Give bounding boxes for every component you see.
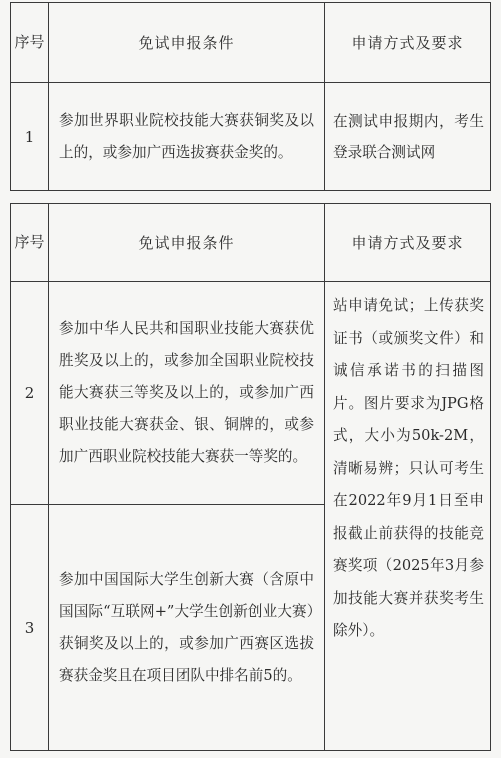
header-num: 序号 bbox=[11, 204, 49, 282]
header-method: 申请方式及要求 bbox=[325, 3, 491, 83]
exemption-table-2 bbox=[10, 203, 491, 751]
exemption-table-1 bbox=[10, 2, 491, 191]
header-condition: 免试申报条件 bbox=[49, 3, 325, 83]
header-condition: 免试申报条件 bbox=[49, 204, 325, 282]
row-condition: 参加世界职业院校技能大赛获铜奖及以上的，或参加广西选拔赛获金奖的。 bbox=[49, 83, 325, 191]
row-number: 2 bbox=[11, 282, 49, 505]
row-number: 3 bbox=[11, 505, 49, 751]
header-method: 申请方式及要求 bbox=[325, 204, 491, 282]
header-num: 序号 bbox=[11, 3, 49, 83]
row-condition: 参加中华人民共和国职业技能大赛获优胜奖及以上的，或参加全国职业院校技能大赛获三等奖及以上的，或参加广西职业技能大赛获金、银、铜牌的，或参加广西职业院校技能大赛获一等奖的。 bbox=[49, 282, 325, 505]
table-row bbox=[11, 282, 491, 505]
row-number: 1 bbox=[11, 83, 49, 191]
table-row bbox=[11, 83, 491, 191]
row-method-merged: 站申请免试；上传获奖证书（或颁奖文件）和诚信承诺书的扫描图片。图片要求为JPG格式，大小为50k-2M，清晰易辨；只认可考生在2022年9月1日至申报截止前获得的技能竞赛奖项（2025年3月参加技能大赛并获奖考生除外）。 bbox=[325, 282, 491, 751]
row-method: 在测试申报期内，考生登录联合测试网 bbox=[325, 83, 491, 191]
table-header-row bbox=[11, 204, 491, 282]
table-header-row bbox=[11, 3, 491, 83]
row-condition: 参加中国国际大学生创新大赛（含原中国国际“互联网+”大学生创新创业大赛）获铜奖及以上的，或参加广西赛区选拔赛获金奖且在项目团队中排名前5的。 bbox=[49, 505, 325, 751]
